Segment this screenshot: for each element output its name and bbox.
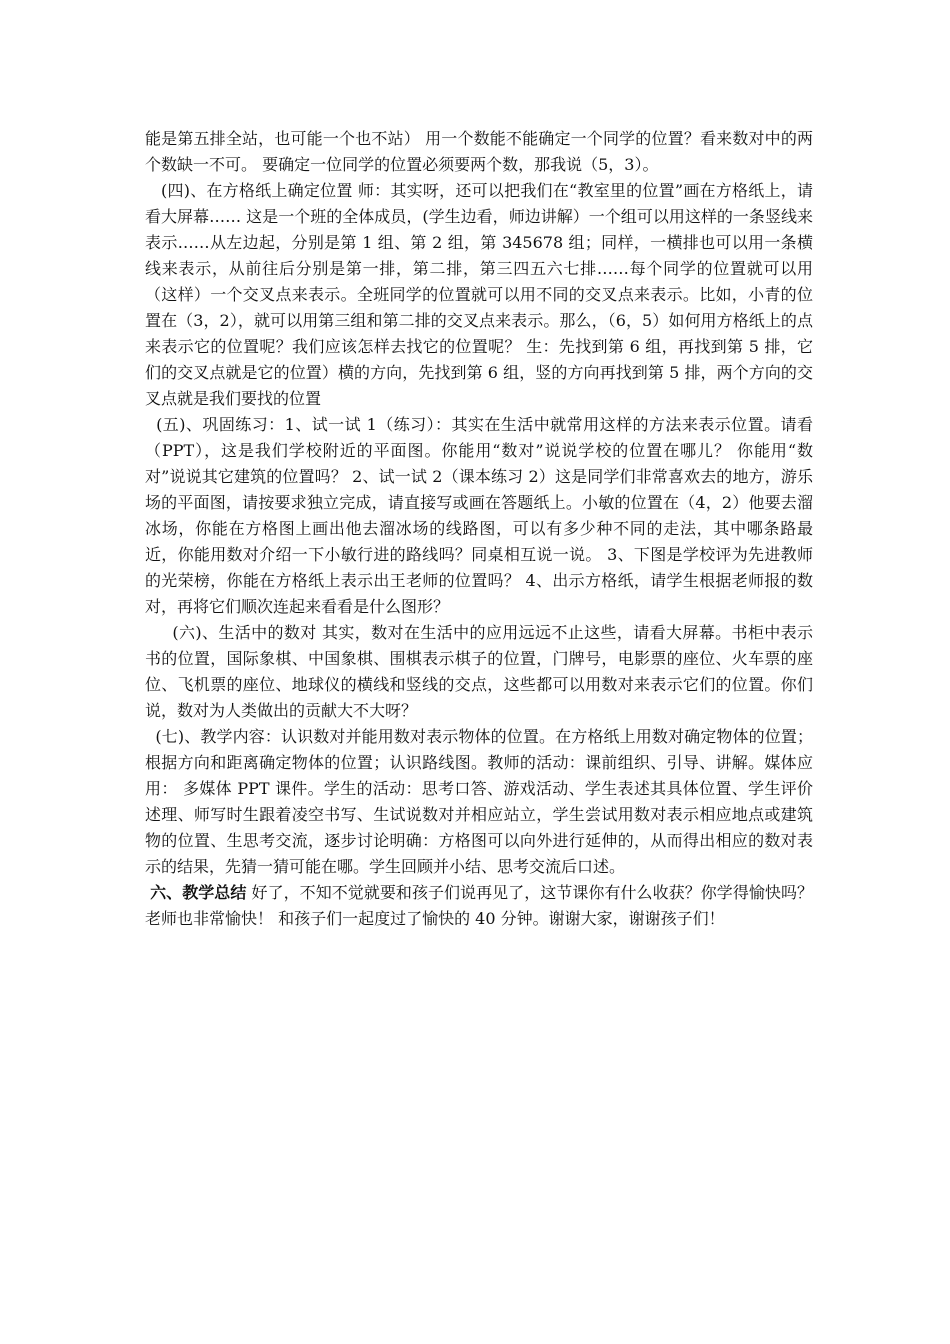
paragraph-section-seven: [145, 724, 813, 880]
paragraph-text: (五)、巩固练习：1、试一试 1（练习）：其实在生活中就常用这样的方法来表示位置。请看（PPT），这是我们学校附近的平面图。你能用“数对”说说学校的位置在哪儿？ 你能用“数对”说说其它建筑的位置吗？ 2、试一试 2（课本练习 2）这是同学们非常喜欢去的地方，游乐场的平面图，请按要求独立完成，请直接写或画在答题纸上。小敏的位置在（4，2）他要去溜冰场，你能在方格图上画出他去溜冰场的线路图，可以有多少种不同的走法，其中哪条路最近，你能用数对介绍一下小敏行进的路线吗？同桌相互说一说。 3、下图是学校评为先进教师的光荣榜，你能在方格纸上表示出王老师的位置吗？ 4、出示方格纸，请学生根据老师报的数对，再将它们顺次连起来看看是什么图形？: [145, 415, 813, 616]
paragraph-text: (六)、生活中的数对 其实，数对在生活中的应用远远不止这些，请看大屏幕。书柜中表示 书的位置，国际象棋、中国象棋、围棋表示棋子的位置，门牌号，电影票的座位、火车票的座位、飞机票的座位、地球仪的横线和竖线的交点，这些都可以用数对来表示它们的位置。你们说，数对为人类做出的贡献大不大呀？: [145, 623, 813, 720]
summary-text: 好了，不知不觉就要和孩子们说再见了，这节课你有什么收获？你学得愉快吗？老师也非常愉快！ 和孩子们一起度过了愉快的 40 分钟。谢谢大家，谢谢孩子们！: [145, 883, 813, 928]
paragraph-indent: [145, 727, 155, 746]
paragraph-summary: [145, 880, 813, 932]
paragraph-section-four: [145, 178, 813, 412]
paragraph-section-six: [145, 620, 813, 724]
paragraph-continuation: [145, 126, 813, 178]
paragraph-indent: [145, 181, 161, 200]
paragraph-text: (七)、教学内容：认识数对并能用数对表示物体的位置。在方格纸上用数对确定物体的位置；根据方向和距离确定物体的位置；认识路线图。教师的活动：课前组织、引导、讲解。媒体应用： 多媒体 PPT 课件。学生的活动：思考口答、游戏活动、学生表述其具体位置、学生评价述理、师写时生跟着凌空书写、生试说数对并相应站立，学生尝试用数对表示相应地点或建筑物的位置、生思考交流，逐步讨论明确：方格图可以向外进行延伸的，从而得出相应的数对表示的结果，先猜一猜可能在哪。学生回顾并小结、思考交流后口述。: [145, 727, 813, 876]
paragraph-indent: [145, 415, 156, 434]
paragraph-text: 能是第五排全站，也可能一个也不站） 用一个数能不能确定一个同学的位置？看来数对中的两个数缺一不可。 要确定一位同学的位置必须要两个数，那我说（5，3）。: [145, 129, 813, 174]
document-page: [145, 126, 813, 932]
paragraph-section-five: [145, 412, 813, 620]
paragraph-indent: [145, 623, 172, 642]
summary-heading: 六、教学总结: [150, 883, 247, 902]
paragraph-text: (四)、在方格纸上确定位置 师：其实呀，还可以把我们在“教室里的位置”画在方格纸上，请看大屏幕…… 这是一个班的全体成员，(学生边看，师边讲解）一个组可以用这样的一条竖线来表示……从左边起，分别是第 1 组、第 2 组，第 345678 组；同样，一横排也可以用一条横线来表示，从前往后分别是第一排，第二排，第三四五六七排……每个同学的位置就可以用（这样）一个交叉点来表示。全班同学的位置就可以用不同的交叉点来表示。比如，小青的位置在（3，2），就可以用第三组和第二排的交叉点来表示。那么，（6，5）如何用方格纸上的点来表示它的位置呢？我们应该怎样去找它的位置呢？ 生：先找到第 6 组，再找到第 5 排，它们的交叉点就是它的位置）横的方向，先找到第 6 组，竖的方向再找到第 5 排，两个方向的交叉点就是我们要找的位置: [145, 181, 813, 408]
